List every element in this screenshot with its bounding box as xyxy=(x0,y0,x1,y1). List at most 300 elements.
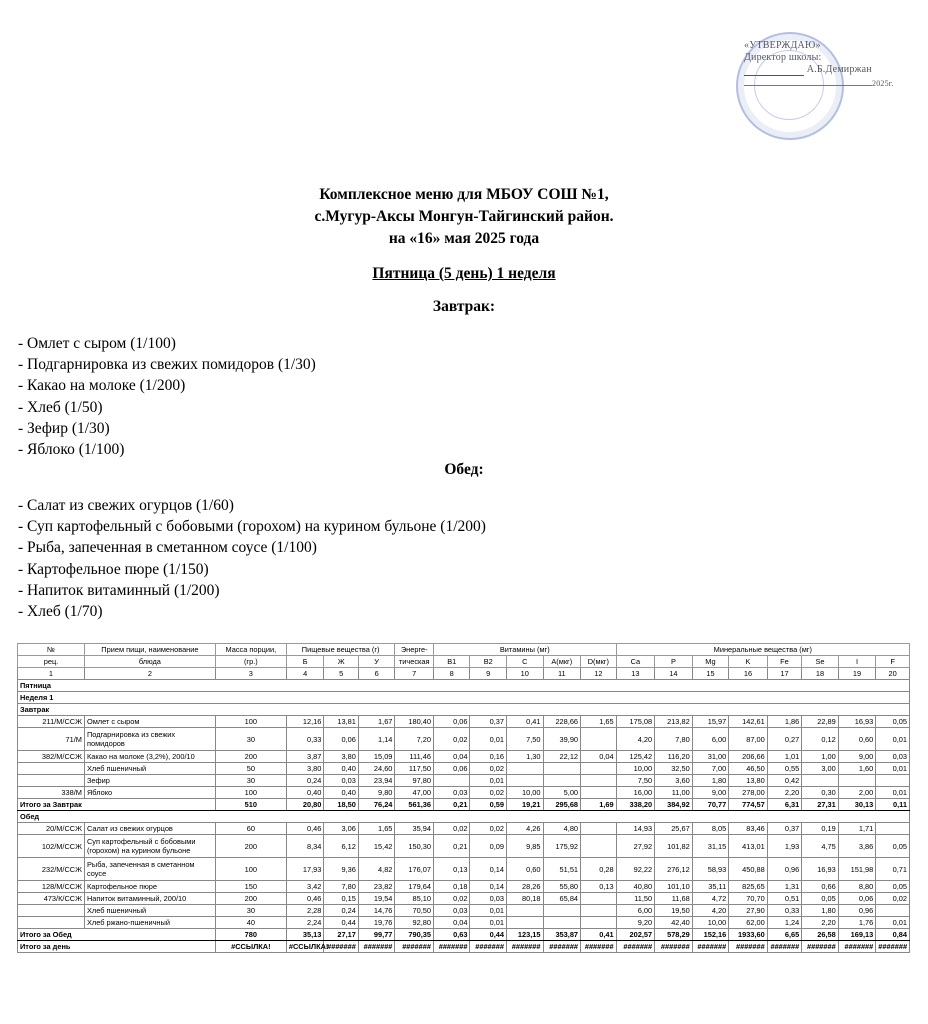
header-cell: Fe xyxy=(767,656,801,668)
value-cell: 65,84 xyxy=(543,893,581,905)
portion-cell: 200 xyxy=(215,751,286,763)
value-cell: 16,93 xyxy=(838,716,876,728)
value-cell: 19,76 xyxy=(358,917,395,929)
total-value-cell: 26,58 xyxy=(802,929,839,941)
value-cell: 0,96 xyxy=(767,858,801,881)
header-cell: Энерге- xyxy=(395,644,434,656)
document-title-date: на «16» мая 2025 года xyxy=(388,230,540,247)
value-cell: 70,50 xyxy=(395,905,434,917)
value-cell: 1,80 xyxy=(802,905,839,917)
value-cell: 0,06 xyxy=(838,893,876,905)
total-portion-cell: #ССЫЛКА! xyxy=(215,941,286,953)
value-cell: 213,82 xyxy=(655,716,693,728)
value-cell xyxy=(507,905,544,917)
value-cell xyxy=(876,823,910,835)
column-number-cell: 18 xyxy=(802,668,839,680)
value-cell: 0,55 xyxy=(767,763,801,775)
total-portion-cell: 510 xyxy=(215,799,286,811)
header-cell: Прием пищи, наименование xyxy=(84,644,215,656)
lunch-heading: Обед: xyxy=(444,461,484,478)
dish-name-cell: Напиток витаминный, 200/10 xyxy=(84,893,215,905)
value-cell: 0,02 xyxy=(470,823,507,835)
group-label-cell: Завтрак xyxy=(18,704,910,716)
total-value-cell: 1933,60 xyxy=(729,929,768,941)
value-cell: 7,20 xyxy=(395,728,434,751)
value-cell: 47,00 xyxy=(395,787,434,799)
total-value-cell: ####### xyxy=(395,941,434,953)
value-cell: 0,46 xyxy=(286,893,324,905)
group-label-cell: Неделя 1 xyxy=(18,692,910,704)
value-cell: 142,61 xyxy=(729,716,768,728)
recipe-number-cell: 211/М/ССЖ xyxy=(18,716,85,728)
value-cell: 12,16 xyxy=(286,716,324,728)
value-cell: 32,50 xyxy=(655,763,693,775)
dish-row xyxy=(18,917,910,929)
value-cell: 70,70 xyxy=(729,893,768,905)
value-cell: 0,03 xyxy=(433,905,470,917)
approval-block xyxy=(744,40,894,90)
value-cell: 2,20 xyxy=(802,917,839,929)
value-cell: 15,42 xyxy=(358,835,395,858)
breakfast-menu-item: - Подгарнировка из свежих помидоров (1/30) xyxy=(18,356,316,374)
dish-row xyxy=(18,893,910,905)
column-number-cell: 5 xyxy=(324,668,358,680)
dish-row xyxy=(18,716,910,728)
value-cell xyxy=(543,763,581,775)
value-cell: 413,01 xyxy=(729,835,768,858)
value-cell: 92,80 xyxy=(395,917,434,929)
portion-cell: 50 xyxy=(215,763,286,775)
total-portion-cell: 780 xyxy=(215,929,286,941)
header-cell: Б xyxy=(286,656,324,668)
value-cell: 278,00 xyxy=(729,787,768,799)
total-value-cell: 774,57 xyxy=(729,799,768,811)
total-value-cell: 6,31 xyxy=(767,799,801,811)
value-cell: 1,14 xyxy=(358,728,395,751)
value-cell: 1,86 xyxy=(767,716,801,728)
column-number-cell: 7 xyxy=(395,668,434,680)
value-cell: 0,03 xyxy=(470,893,507,905)
value-cell: 0,40 xyxy=(286,787,324,799)
total-row xyxy=(18,929,910,941)
value-cell: 9,85 xyxy=(507,835,544,858)
value-cell: 0,03 xyxy=(324,775,358,787)
value-cell: 0,06 xyxy=(433,763,470,775)
lunch-menu-item: - Салат из свежих огурцов (1/60) xyxy=(18,497,234,514)
total-value-cell: 384,92 xyxy=(655,799,693,811)
value-cell: 1,24 xyxy=(767,917,801,929)
value-cell: 1,01 xyxy=(767,751,801,763)
total-value-cell: ####### xyxy=(543,941,581,953)
value-cell: 0,33 xyxy=(767,905,801,917)
total-value-cell: ####### xyxy=(802,941,839,953)
total-value-cell: 6,65 xyxy=(767,929,801,941)
recipe-number-cell xyxy=(18,905,85,917)
dish-row xyxy=(18,775,910,787)
value-cell: 0,21 xyxy=(433,835,470,858)
value-cell: 0,06 xyxy=(433,716,470,728)
value-cell: 7,50 xyxy=(616,775,655,787)
header-cell: K xyxy=(729,656,768,668)
header-cell: Масса порции, xyxy=(215,644,286,656)
value-cell: 4,75 xyxy=(802,835,839,858)
value-cell: 0,37 xyxy=(767,823,801,835)
header-cell: В2 xyxy=(470,656,507,668)
total-value-cell: 338,20 xyxy=(616,799,655,811)
day-label-row xyxy=(18,680,910,692)
total-value-cell: 578,29 xyxy=(655,929,693,941)
dish-row xyxy=(18,728,910,751)
value-cell: 0,60 xyxy=(507,858,544,881)
value-cell: 0,05 xyxy=(876,881,910,893)
value-cell: 9,00 xyxy=(838,751,876,763)
breakfast-menu-item: - Хлеб (1/50) xyxy=(18,398,103,416)
value-cell: 1,93 xyxy=(767,835,801,858)
header-cell: (гр.) xyxy=(215,656,286,668)
column-number-cell: 17 xyxy=(767,668,801,680)
value-cell: 0,71 xyxy=(876,858,910,881)
dish-row xyxy=(18,835,910,858)
recipe-number-cell xyxy=(18,775,85,787)
value-cell xyxy=(543,917,581,929)
header-cell: Пищевые вещества (г) xyxy=(286,644,395,656)
value-cell: 0,60 xyxy=(838,728,876,751)
value-cell: 0,41 xyxy=(507,716,544,728)
column-number-cell: 2 xyxy=(84,668,215,680)
value-cell: 116,20 xyxy=(655,751,693,763)
dish-row xyxy=(18,881,910,893)
total-value-cell: ####### xyxy=(433,941,470,953)
value-cell: 450,88 xyxy=(729,858,768,881)
value-cell: 27,90 xyxy=(729,905,768,917)
value-cell: 0,03 xyxy=(433,787,470,799)
value-cell: 11,00 xyxy=(655,787,693,799)
header-cell: В1 xyxy=(433,656,470,668)
value-cell: 11,50 xyxy=(616,893,655,905)
value-cell: 2,24 xyxy=(286,917,324,929)
value-cell: 117,50 xyxy=(395,763,434,775)
recipe-number-cell: 382/М/ССЖ xyxy=(18,751,85,763)
total-value-cell: 0,21 xyxy=(433,799,470,811)
value-cell: 8,34 xyxy=(286,835,324,858)
value-cell: 24,60 xyxy=(358,763,395,775)
value-cell: 150,30 xyxy=(395,835,434,858)
value-cell xyxy=(581,917,617,929)
value-cell: 17,93 xyxy=(286,858,324,881)
value-cell: 23,82 xyxy=(358,881,395,893)
value-cell: 22,12 xyxy=(543,751,581,763)
column-number-cell: 6 xyxy=(358,668,395,680)
total-value-cell: 18,50 xyxy=(324,799,358,811)
approval-year: 2025г. xyxy=(872,79,894,88)
document-title-line1: Комплексное меню для МБОУ СОШ №1, xyxy=(319,186,609,203)
value-cell: 13,81 xyxy=(324,716,358,728)
value-cell: 0,04 xyxy=(433,917,470,929)
value-cell: 9,20 xyxy=(616,917,655,929)
table-column-numbers-row xyxy=(18,668,910,680)
value-cell: 0,44 xyxy=(324,917,358,929)
value-cell xyxy=(581,893,617,905)
value-cell: 0,02 xyxy=(470,763,507,775)
value-cell: 4,80 xyxy=(543,823,581,835)
total-value-cell: ####### xyxy=(358,941,395,953)
header-cell: P xyxy=(655,656,693,668)
total-label-cell: Итого за Завтрак xyxy=(18,799,216,811)
value-cell: 4,82 xyxy=(358,858,395,881)
value-cell: 0,40 xyxy=(324,763,358,775)
value-cell: 31,00 xyxy=(692,751,729,763)
value-cell: 206,66 xyxy=(729,751,768,763)
total-value-cell: ####### xyxy=(767,941,801,953)
portion-cell: 100 xyxy=(215,716,286,728)
value-cell: 0,05 xyxy=(876,716,910,728)
dish-row xyxy=(18,787,910,799)
total-value-cell: 790,35 xyxy=(395,929,434,941)
value-cell: 3,06 xyxy=(324,823,358,835)
recipe-number-cell xyxy=(18,763,85,775)
total-value-cell: 30,13 xyxy=(838,799,876,811)
total-value-cell: 1,69 xyxy=(581,799,617,811)
value-cell: 0,01 xyxy=(876,787,910,799)
column-number-cell: 19 xyxy=(838,668,876,680)
breakfast-menu-item: - Омлет с сыром (1/100) xyxy=(18,335,176,352)
value-cell: 0,42 xyxy=(767,775,801,787)
value-cell: 0,01 xyxy=(470,775,507,787)
value-cell: 1,60 xyxy=(838,763,876,775)
value-cell: 19,50 xyxy=(655,905,693,917)
total-value-cell: ####### xyxy=(838,941,876,953)
value-cell: 0,01 xyxy=(470,905,507,917)
value-cell: 0,66 xyxy=(802,881,839,893)
value-cell: 101,10 xyxy=(655,881,693,893)
dish-name-cell: Рыба, запеченная в сметанном соусе xyxy=(84,858,215,881)
value-cell: 0,02 xyxy=(470,787,507,799)
total-value-cell: 353,87 xyxy=(543,929,581,941)
value-cell xyxy=(876,905,910,917)
approval-position: Директор школы: xyxy=(744,52,822,63)
signature xyxy=(744,65,804,76)
total-value-cell: 0,41 xyxy=(581,929,617,941)
value-cell: 51,51 xyxy=(543,858,581,881)
value-cell: 0,04 xyxy=(433,751,470,763)
total-value-cell: ####### xyxy=(616,941,655,953)
approval-stamp xyxy=(726,28,916,148)
breakfast-heading: Завтрак: xyxy=(432,298,496,315)
value-cell: 5,00 xyxy=(543,787,581,799)
value-cell: 0,13 xyxy=(581,881,617,893)
value-cell: 4,20 xyxy=(692,905,729,917)
value-cell xyxy=(543,775,581,787)
value-cell: 1,67 xyxy=(358,716,395,728)
value-cell: 55,80 xyxy=(543,881,581,893)
value-cell: 1,65 xyxy=(358,823,395,835)
column-number-cell: 1 xyxy=(18,668,85,680)
value-cell: 0,02 xyxy=(433,893,470,905)
value-cell: 0,05 xyxy=(876,835,910,858)
value-cell: 0,01 xyxy=(876,728,910,751)
value-cell: 0,51 xyxy=(767,893,801,905)
value-cell: 0,96 xyxy=(838,905,876,917)
value-cell: 0,16 xyxy=(470,751,507,763)
value-cell xyxy=(507,763,544,775)
value-cell: 7,80 xyxy=(324,881,358,893)
value-cell: 0,06 xyxy=(324,728,358,751)
value-cell: 111,46 xyxy=(395,751,434,763)
value-cell xyxy=(507,917,544,929)
portion-cell: 100 xyxy=(215,858,286,881)
dish-name-cell: Омлет с сыром xyxy=(84,716,215,728)
total-value-cell: 19,21 xyxy=(507,799,544,811)
total-value-cell: 99,77 xyxy=(358,929,395,941)
value-cell xyxy=(581,823,617,835)
recipe-number-cell: 232/М/ССЖ xyxy=(18,858,85,881)
dish-name-cell: Какао на молоке (3,2%), 200/10 xyxy=(84,751,215,763)
total-value-cell: ####### xyxy=(581,941,617,953)
value-cell: 1,30 xyxy=(507,751,544,763)
dish-name-cell: Салат из свежих огурцов xyxy=(84,823,215,835)
recipe-number-cell: 71/М xyxy=(18,728,85,751)
total-value-cell: ####### xyxy=(470,941,507,953)
column-number-cell: 4 xyxy=(286,668,324,680)
value-cell: 0,24 xyxy=(324,905,358,917)
value-cell: 4,20 xyxy=(616,728,655,751)
header-cell: А(мкг) xyxy=(543,656,581,668)
group-label-cell: Пятница xyxy=(18,680,910,692)
portion-cell: 30 xyxy=(215,905,286,917)
approval-date xyxy=(744,78,894,90)
value-cell: 0,13 xyxy=(433,858,470,881)
value-cell: 3,80 xyxy=(324,751,358,763)
value-cell: 14,93 xyxy=(616,823,655,835)
header-cell: № xyxy=(18,644,85,656)
value-cell: 0,27 xyxy=(767,728,801,751)
value-cell: 85,10 xyxy=(395,893,434,905)
value-cell: 0,14 xyxy=(470,881,507,893)
header-cell: блюда xyxy=(84,656,215,668)
value-cell: 0,01 xyxy=(876,917,910,929)
breakfast-list xyxy=(18,333,316,460)
breakfast-menu-item: - Зефир (1/30) xyxy=(18,419,110,437)
total-value-cell: 152,16 xyxy=(692,929,729,941)
dish-row xyxy=(18,823,910,835)
value-cell: 3,00 xyxy=(802,763,839,775)
lunch-list xyxy=(18,495,486,622)
value-cell: 10,00 xyxy=(616,763,655,775)
value-cell xyxy=(581,775,617,787)
value-cell: 40,80 xyxy=(616,881,655,893)
approval-heading: «УТВЕРЖДАЮ» xyxy=(744,40,821,51)
value-cell: 101,82 xyxy=(655,835,693,858)
dish-name-cell: Хлеб пшеничный xyxy=(84,905,215,917)
value-cell: 4,72 xyxy=(692,893,729,905)
value-cell: 0,28 xyxy=(581,858,617,881)
recipe-number-cell: 102/М/ССЖ xyxy=(18,835,85,858)
header-cell: Минеральные вещества (мг) xyxy=(616,644,909,656)
column-number-cell: 11 xyxy=(543,668,581,680)
approval-signature-line xyxy=(744,64,894,76)
value-cell: 0,05 xyxy=(802,893,839,905)
dish-name-cell: Подгарнировка из свежих помидоров xyxy=(84,728,215,751)
value-cell: 62,00 xyxy=(729,917,768,929)
value-cell: 2,28 xyxy=(286,905,324,917)
total-value-cell: #ССЫЛКА! xyxy=(286,941,324,953)
value-cell: 31,15 xyxy=(692,835,729,858)
dish-row xyxy=(18,905,910,917)
portion-cell: 100 xyxy=(215,787,286,799)
column-number-cell: 15 xyxy=(692,668,729,680)
column-number-cell: 14 xyxy=(655,668,693,680)
value-cell: 92,22 xyxy=(616,858,655,881)
value-cell: 42,40 xyxy=(655,917,693,929)
total-row xyxy=(18,941,910,953)
value-cell xyxy=(581,835,617,858)
value-cell: 0,04 xyxy=(581,751,617,763)
value-cell: 0,46 xyxy=(286,823,324,835)
value-cell: 6,12 xyxy=(324,835,358,858)
value-cell: 3,86 xyxy=(838,835,876,858)
dish-row xyxy=(18,858,910,881)
value-cell xyxy=(433,775,470,787)
column-number-cell: 10 xyxy=(507,668,544,680)
value-cell: 46,50 xyxy=(729,763,768,775)
value-cell: 0,01 xyxy=(470,728,507,751)
value-cell: 1,65 xyxy=(581,716,617,728)
recipe-number-cell: 338/М xyxy=(18,787,85,799)
value-cell xyxy=(543,905,581,917)
dish-name-cell: Картофельное пюре xyxy=(84,881,215,893)
recipe-number-cell: 128/М/ССЖ xyxy=(18,881,85,893)
column-number-cell: 12 xyxy=(581,668,617,680)
value-cell xyxy=(876,775,910,787)
lunch-menu-item: - Картофельное пюре (1/150) xyxy=(18,560,209,578)
total-value-cell: 0,63 xyxy=(433,929,470,941)
value-cell: 175,08 xyxy=(616,716,655,728)
dish-name-cell: Зефир xyxy=(84,775,215,787)
header-cell: С xyxy=(507,656,544,668)
portion-cell: 200 xyxy=(215,893,286,905)
total-value-cell: ####### xyxy=(655,941,693,953)
value-cell: 3,80 xyxy=(286,763,324,775)
total-value-cell: 169,13 xyxy=(838,929,876,941)
portion-cell: 150 xyxy=(215,881,286,893)
value-cell: 0,37 xyxy=(470,716,507,728)
total-value-cell: 202,57 xyxy=(616,929,655,941)
value-cell: 39,90 xyxy=(543,728,581,751)
value-cell xyxy=(581,905,617,917)
value-cell: 10,00 xyxy=(507,787,544,799)
value-cell xyxy=(581,763,617,775)
total-value-cell: 0,59 xyxy=(470,799,507,811)
total-value-cell: 123,15 xyxy=(507,929,544,941)
value-cell: 2,20 xyxy=(767,787,801,799)
value-cell: 97,80 xyxy=(395,775,434,787)
value-cell: 6,00 xyxy=(616,905,655,917)
value-cell: 7,00 xyxy=(692,763,729,775)
value-cell: 8,80 xyxy=(838,881,876,893)
value-cell: 16,00 xyxy=(616,787,655,799)
value-cell: 9,80 xyxy=(358,787,395,799)
column-number-cell: 9 xyxy=(470,668,507,680)
value-cell: 3,42 xyxy=(286,881,324,893)
dish-row xyxy=(18,751,910,763)
portion-cell: 40 xyxy=(215,917,286,929)
value-cell: 7,80 xyxy=(655,728,693,751)
table-header-row xyxy=(18,644,910,656)
value-cell: 7,50 xyxy=(507,728,544,751)
table-header-row xyxy=(18,656,910,668)
value-cell: 176,07 xyxy=(395,858,434,881)
breakfast-menu-item: - Какао на молоке (1/200) xyxy=(18,377,186,395)
